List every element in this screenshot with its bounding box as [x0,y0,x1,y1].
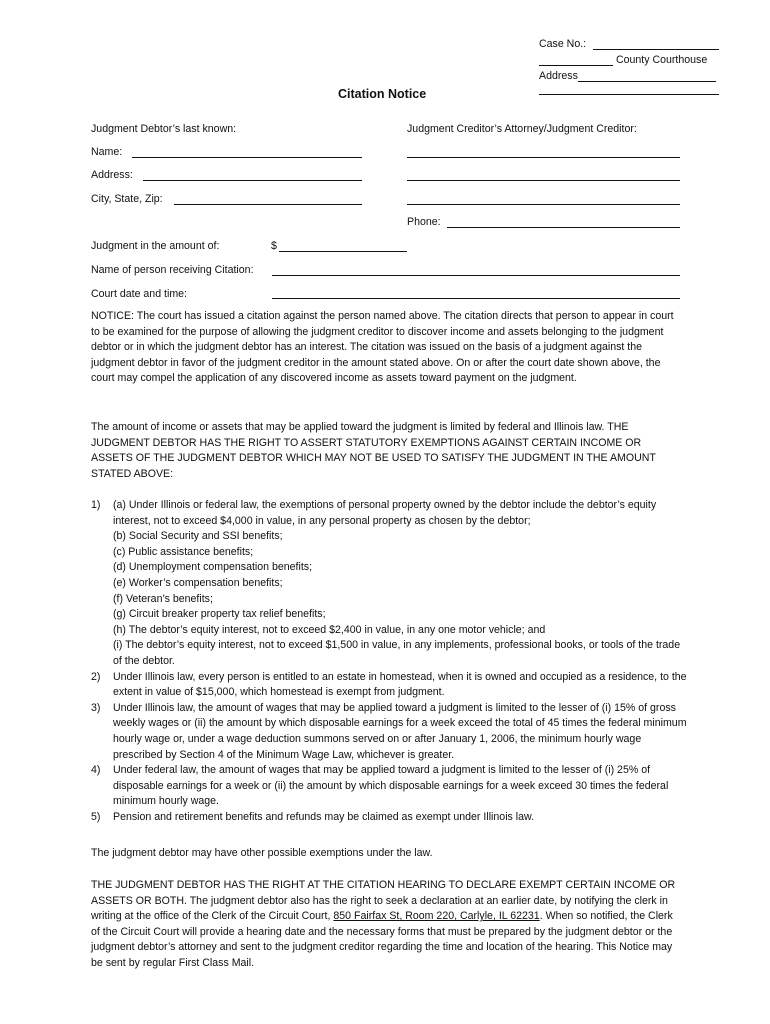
creditor-phone-field[interactable] [447,227,680,228]
creditor-line-2[interactable] [407,180,680,181]
court-date-label: Court date and time: [91,288,187,300]
case-number-row [539,38,719,50]
creditor-heading: Judgment Creditor’s Attorney/Judgment Creditor: [407,123,637,135]
case-no-field[interactable] [593,38,719,50]
creditor-line-1[interactable] [407,157,680,158]
exemption-item-2 [91,670,691,701]
exemption-item-1 [91,498,691,670]
list-item: (i) The debtor’s equity interest, not to exceed $1,500 in value, in any implements, professional books, or tools of the trade of the debtor. [113,639,681,667]
debtor-address-label: Address: [91,169,133,181]
list-item: (g) Circuit breaker property tax relief benefits; [113,608,326,621]
county-courthouse-row [539,54,707,66]
courthouse-address-field[interactable] [578,70,716,82]
address-row [539,70,716,82]
address-header-label: Address [539,70,578,82]
exemptions-list [91,498,691,825]
list-item: (a) Under Illinois or federal law, the exemptions of personal property owned by the debtor include the debtor’s equity interest, not to exceed $4,000 in value, in any personal property as chosen by the debtor; [113,499,657,527]
item-number: 2) [91,670,101,683]
exemption-item-5 [91,810,691,826]
hearing-paragraph [91,878,681,972]
county-courthouse-label: County Courthouse [615,54,708,66]
other-exemptions-paragraph: The judgment debtor may have other possible exemptions under the law. [91,847,433,859]
receiver-label: Name of person receiving Citation: [91,264,254,276]
court-date-field[interactable] [272,298,680,299]
list-item: (d) Unemployment compensation benefits; [113,561,313,574]
clerk-address-link[interactable]: 850 Fairfax St, Room 220, Carlyle, IL 62231 [333,910,540,923]
courthouse-address-line2[interactable] [539,94,719,95]
list-item: Under Illinois law, every person is entitled to an estate in homestead, when it is owned and occupied as a residence, to the extent in value of $15,000, which homestead is exempt from judgment. [113,670,687,699]
dollar-sign: $ [271,240,277,252]
debtor-address-field[interactable] [143,180,362,181]
debtor-name-field[interactable] [132,157,362,158]
county-field[interactable] [539,54,613,66]
page-title: Citation Notice [338,87,427,101]
debtor-name-label: Name: [91,146,123,158]
list-item: (h) The debtor’s equity interest, not to exceed $2,400 in value, in any one motor vehicle; and [113,623,546,636]
list-item: (b) Social Security and SSI benefits; [113,530,283,543]
debtor-city-label: City, State, Zip: [91,193,163,205]
judgment-amount-label: Judgment in the amount of: [91,240,220,252]
list-item: (c) Public assistance benefits; [113,545,254,558]
list-item: Under Illinois law, the amount of wages that may be applied toward a judgment is limited to the lesser of (i) 15% of gross weekly wages or (ii) the amount by which disposable earnings for a week exceed the total of 45 times the federal minimum hourly wage or, under a wage deduction summons served on or after January 1, 2006, the minimum hourly wage prescribed by Section 4 of the Minimum Wage Law, whichever is greater. [113,701,687,761]
item-number: 1) [91,499,101,511]
list-item: Pension and retirement benefits and refunds may be claimed as exempt under Illinois law. [113,810,535,823]
notice-paragraph: NOTICE: The court has issued a citation against the person named above. The citation directs that person to appear in court to be examined for the purpose of allowing the judgment creditor to discover income and assets belonging to the judgment debtor or in which the judgment debtor has an interest. The citation was issued on the basis of a judgment against the judgment debtor in favor of the judgment creditor in the amount stated above. On or after the court date shown above, the court may compel the application of any discovered income as assets toward payment on the judgment. [91,310,674,385]
item-number: 5) [91,810,101,823]
item-number: 4) [91,764,101,777]
judgment-amount-field[interactable] [279,251,407,252]
hearing-text-part2: . When so notified, the Clerk of the Circuit Court will provide a hearing date and the necessary forms that must be prepared by the judgment debtor or the judgment debtor’s attorney and sent to the judgment creditor regarding the time and location of the hearing. This Notice may be sent by regular First Class Mail. [91,910,673,969]
creditor-phone-label: Phone: [407,216,441,228]
list-item: (e) Worker’s compensation benefits; [113,576,283,589]
debtor-heading: Judgment Debtor’s last known: [91,123,237,135]
item-number: 3) [91,701,101,714]
hearing-text-part1: THE JUDGMENT DEBTOR HAS THE RIGHT AT THE CITATION HEARING TO DECLARE EXEMPT CERTAIN INCOME OR ASSETS OR BOTH. The judgment debtor also has the right to seek a declaration at an earlier date, by notifying the clerk in writing at the office of the Clerk of the Circuit Court, [91,879,676,923]
limits-paragraph: The amount of income or assets that may be applied toward the judgment is limited by federal and Illinois law. THE JUDGMENT DEBTOR HAS THE RIGHT TO ASSERT STATUTORY EXEMPTIONS AGAINST CERTAIN INCOME OR ASSETS OF THE JUDGMENT DEBTOR WHICH MAY NOT BE USED TO SATISFY THE JUDGMENT IN THE AMOUNT STATED ABOVE: [91,421,656,480]
receiver-field[interactable] [272,275,680,276]
list-item: Under federal law, the amount of wages that may be applied toward a judgment is limited to the lesser of (i) 25% of disposable earnings for a week or (ii) the amount by which disposable earnings for a week exceed 30 times the federal minimum hourly wage. [113,764,669,808]
debtor-city-field[interactable] [174,204,362,205]
exemption-item-4 [91,763,691,810]
case-no-label: Case No.: [539,38,587,50]
list-item: (f) Veteran’s benefits; [113,592,213,605]
creditor-line-3[interactable] [407,204,680,205]
exemption-item-3 [91,701,691,763]
